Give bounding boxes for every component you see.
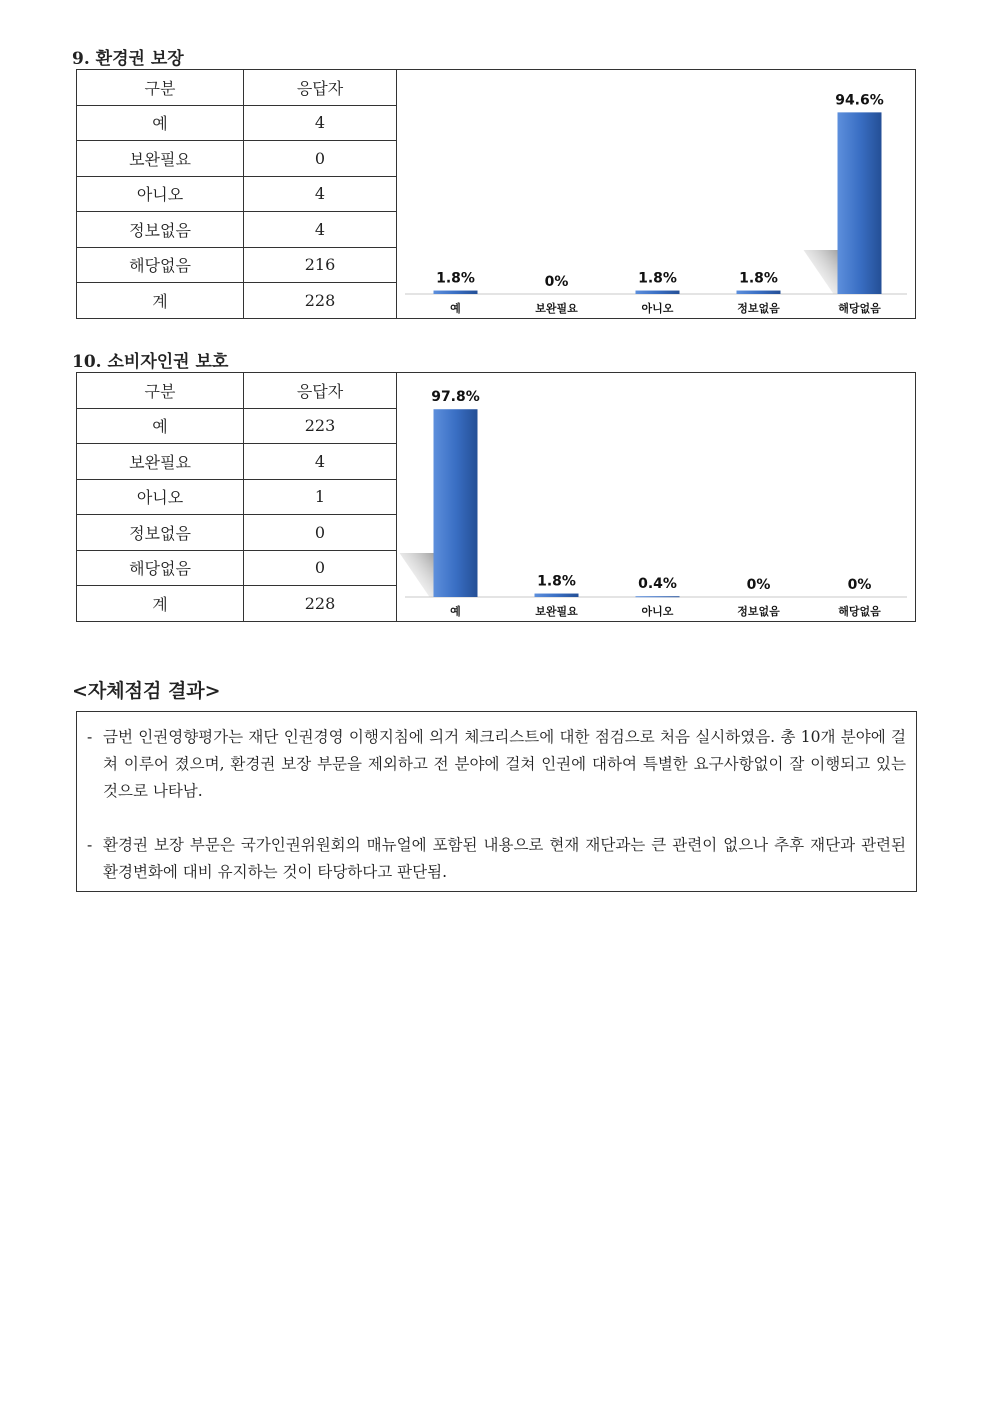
- row-value: 228: [244, 586, 397, 621]
- section-10-bar-chart: [397, 373, 915, 621]
- table-row: [77, 515, 397, 551]
- dash-bullet: -: [87, 836, 93, 854]
- section-9-bar-chart: [397, 70, 915, 318]
- row-value: 4: [244, 105, 397, 141]
- row-value: 4: [244, 444, 397, 480]
- header-respondents: 응답자: [244, 70, 397, 105]
- bar-shadow: [804, 250, 838, 294]
- header-category: 구분: [77, 373, 244, 408]
- data-label: 97.8%: [431, 389, 480, 406]
- row-label: 아니오: [77, 479, 244, 515]
- table-row-total: [77, 586, 397, 621]
- data-label: 1.8%: [739, 270, 778, 287]
- table-row-total: [77, 283, 397, 318]
- bar-shadow: [400, 553, 434, 597]
- category-label: 해당없음: [838, 605, 881, 618]
- row-label: 보완필요: [77, 444, 244, 480]
- row-value: 0: [244, 141, 397, 177]
- row-label: 해당없음: [77, 550, 244, 586]
- header-category: 구분: [77, 70, 244, 105]
- category-label: 아니오: [641, 302, 674, 315]
- bar-예: [434, 409, 478, 597]
- table-row: [77, 247, 397, 283]
- category-label: 예: [450, 302, 461, 315]
- table-row: [77, 141, 397, 177]
- table-row: [77, 550, 397, 586]
- section-10-panel: [76, 372, 916, 622]
- category-label: 정보없음: [737, 302, 780, 315]
- paragraph-text: 환경권 보장 부문은 국가인권위원회의 매뉴얼에 포함된 내용으로 현재 재단과는 큰 관련이 없으나 추후 재단과 관련된 환경변화에 대비 유지하는 것이 타당하다고 판단됨.: [103, 836, 906, 881]
- table-row: [77, 212, 397, 248]
- table-header-row: [77, 70, 397, 105]
- data-label: 0%: [847, 577, 872, 593]
- paragraph-text: 금번 인권영향평가는 재단 인권경영 이행지침에 의거 체크리스트에 대한 점검으로 처음 실시하였음. 총 10개 분야에 걸쳐 이루어 졌으며, 환경권 보장 부문을 제외하고 전 분야에 걸쳐 인권에 대하여 특별한 요구사항없이 잘 이행되고 있는 것으로 나타남.: [103, 728, 906, 800]
- result-paragraph: [87, 724, 906, 805]
- section-9-title: 9. 환경권 보장: [72, 49, 184, 69]
- row-value: 0: [244, 550, 397, 586]
- section-9-table: [77, 70, 397, 318]
- category-label: 보완필요: [535, 302, 578, 315]
- bar-아니오: [636, 291, 680, 294]
- category-label: 보완필요: [535, 605, 578, 618]
- table-row: [77, 444, 397, 480]
- row-label: 계: [77, 283, 244, 318]
- data-label: 1.8%: [537, 573, 576, 590]
- table-row: [77, 408, 397, 444]
- row-value: 4: [244, 212, 397, 248]
- row-label: 정보없음: [77, 515, 244, 551]
- section-10-title: 10. 소비자인권 보호: [72, 352, 229, 372]
- header-respondents: 응답자: [244, 373, 397, 408]
- row-value: 0: [244, 515, 397, 551]
- bar-예: [434, 291, 478, 294]
- row-value: 228: [244, 283, 397, 318]
- table-row: [77, 176, 397, 212]
- row-label: 정보없음: [77, 212, 244, 248]
- bar-아니오: [636, 596, 680, 597]
- data-label: 1.8%: [638, 270, 677, 287]
- bar-해당없음: [838, 112, 882, 294]
- data-label: 0.4%: [638, 576, 677, 593]
- row-value: 216: [244, 247, 397, 283]
- result-box: [76, 711, 917, 892]
- row-value: 1: [244, 479, 397, 515]
- row-value: 4: [244, 176, 397, 212]
- row-label: 보완필요: [77, 141, 244, 177]
- bar-정보없음: [737, 291, 781, 294]
- section-10-table: [77, 373, 397, 621]
- dash-bullet: -: [87, 728, 93, 746]
- data-label: 94.6%: [835, 92, 884, 109]
- row-label: 예: [77, 408, 244, 444]
- row-value: 223: [244, 408, 397, 444]
- table-header-row: [77, 373, 397, 408]
- data-label: 0%: [746, 577, 771, 593]
- section-9-panel: [76, 69, 916, 319]
- data-label: 1.8%: [436, 270, 475, 287]
- table-row: [77, 479, 397, 515]
- table-row: [77, 105, 397, 141]
- row-label: 해당없음: [77, 247, 244, 283]
- category-label: 해당없음: [838, 302, 881, 315]
- category-label: 정보없음: [737, 605, 780, 618]
- row-label: 아니오: [77, 176, 244, 212]
- data-label: 0%: [544, 274, 569, 290]
- category-label: 아니오: [641, 605, 674, 618]
- row-label: 계: [77, 586, 244, 621]
- result-title: <자체점검 결과>: [72, 680, 221, 702]
- row-label: 예: [77, 105, 244, 141]
- category-label: 예: [450, 605, 461, 618]
- result-paragraph: [87, 832, 906, 886]
- bar-보완필요: [535, 594, 579, 597]
